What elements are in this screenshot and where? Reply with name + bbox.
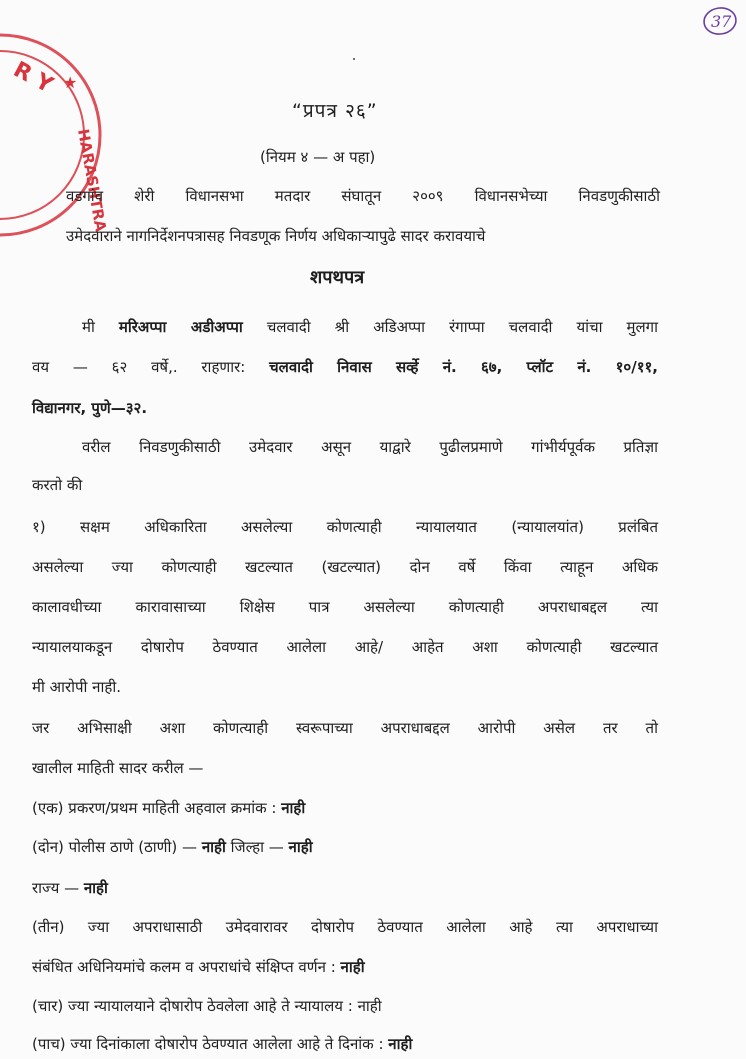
item-state-label: राज्य —	[32, 879, 84, 897]
item-three-value: नाही	[340, 958, 365, 976]
rule-reference: (नियम ४ — अ पहा)	[260, 148, 376, 166]
clause1-line-5: मी आरोपी नाही.	[32, 678, 121, 696]
svg-text:★: ★	[63, 73, 78, 92]
item-state	[32, 878, 108, 898]
item-state-value: नाही	[83, 879, 108, 897]
item-three-label: संबंधित अधिनियमांचे कलम व अपराधांचे संक्षिप्त वर्णन :	[32, 958, 341, 976]
subtitle-line-1: वडगांव शेरी विधानसभा मतदार संघातून २००९ विधानसभेच्या निवडणुकीसाठी	[66, 187, 660, 205]
intro-line-1-rest: चलवादी श्री अडिअप्पा रंगाप्पा चलवादी यांचा मुलगा	[242, 318, 659, 336]
intro-line-2	[32, 357, 658, 377]
intro-line-1	[82, 317, 658, 337]
item-one-value: नाही	[281, 799, 306, 817]
item-two-label: (दोन) पोलीस ठाणे (ठाणी) —	[32, 838, 202, 856]
oath-line-2: करतो की	[32, 476, 83, 494]
oath-line-1: वरील निवडणुकीसाठी उमेदवार असून याद्वारे पुढीलप्रमाणे गांभीर्यपूर्वक प्रतिज्ञा	[82, 438, 658, 456]
subtitle-line-2: उमेदवाराने नागनिर्देशनपत्रासह निवडणूक निर्णय अधिकाऱ्यापुढे सादर करावयाचे	[66, 227, 486, 245]
clause1-line-2: असलेल्या ज्या कोणत्याही खटल्यात (खटल्यात) दोन वर्षे किंवा त्याहून अधिक	[32, 558, 658, 576]
clause1-line-4: न्यायालयाकडून दोषारोप ठेवण्यात आलेला आहे/ आहेत अशा कोणत्याही खटल्यात	[32, 638, 658, 656]
item-four-label: (चार) ज्या न्यायालयाने दोषारोप ठेवलेला आहे ते न्यायालय :	[32, 997, 358, 1015]
item-one	[32, 798, 305, 818]
item-one-label: (एक) प्रकरण/प्रथम माहिती अहवाल क्रमांक :	[32, 799, 282, 817]
page-number-text: 37	[711, 12, 732, 31]
item-five-value: नाही	[388, 1035, 413, 1053]
scan-speck	[353, 58, 355, 60]
item-two-police-value: नाही	[201, 838, 226, 856]
accused-note-line-1: जर अभिसाक्षी अशा कोणत्याही स्वरूपाच्या अपराधाबद्दल आरोपी असेल तर तो	[32, 719, 658, 737]
intro-line-3: विद्यानगर, पुणे—३२.	[32, 399, 148, 417]
svg-text:R Y: R Y	[9, 57, 57, 99]
item-three-line-1: (तीन) ज्या अपराधासाठी उमेदवारावर दोषारोप ठेवण्यात आलेला आहे त्या अपराधाच्या	[32, 918, 658, 936]
svg-text:HARASHTRA: HARASHTRA	[74, 127, 110, 234]
intro-prefix: मी	[82, 318, 119, 336]
item-four	[32, 996, 382, 1016]
age-residence: वय — ६२ वर्षे,. राहणार:	[32, 358, 270, 376]
item-four-value: नाही	[357, 997, 382, 1015]
accused-note-line-2: खालील माहिती सादर करील —	[32, 759, 204, 777]
clause1-line-1: १) सक्षम अधिकारिता असलेल्या कोणत्याही न्यायालयात (न्यायालयांत) प्रलंबित	[32, 518, 658, 536]
deponent-name: मरिअप्पा अडीअप्पा	[118, 318, 243, 336]
item-two-district-value: नाही	[288, 838, 313, 856]
form-title: “प्रपत्र २६”	[292, 100, 378, 122]
item-five	[32, 1034, 412, 1054]
clause1-line-3: कालावधीच्या कारावासाच्या शिक्षेस पात्र असलेल्या कोणत्याही अपराधाबद्दल त्या	[32, 598, 658, 616]
document-heading: शपथपत्र	[310, 267, 365, 288]
page-number-mark	[700, 4, 740, 38]
item-three-line-2	[32, 957, 365, 977]
item-five-label: (पाच) ज्या दिनांकाला दोषारोप ठेवण्यात आलेला आहे ते दिनांक :	[32, 1035, 389, 1053]
deponent-address: चलवादी निवास सर्व्हे नं. ६७, प्लॉट नं. १०/११,	[269, 358, 658, 376]
official-seal-stamp	[0, 30, 110, 240]
item-two-district-label: जिल्हा —	[225, 838, 289, 856]
item-two	[32, 837, 313, 857]
